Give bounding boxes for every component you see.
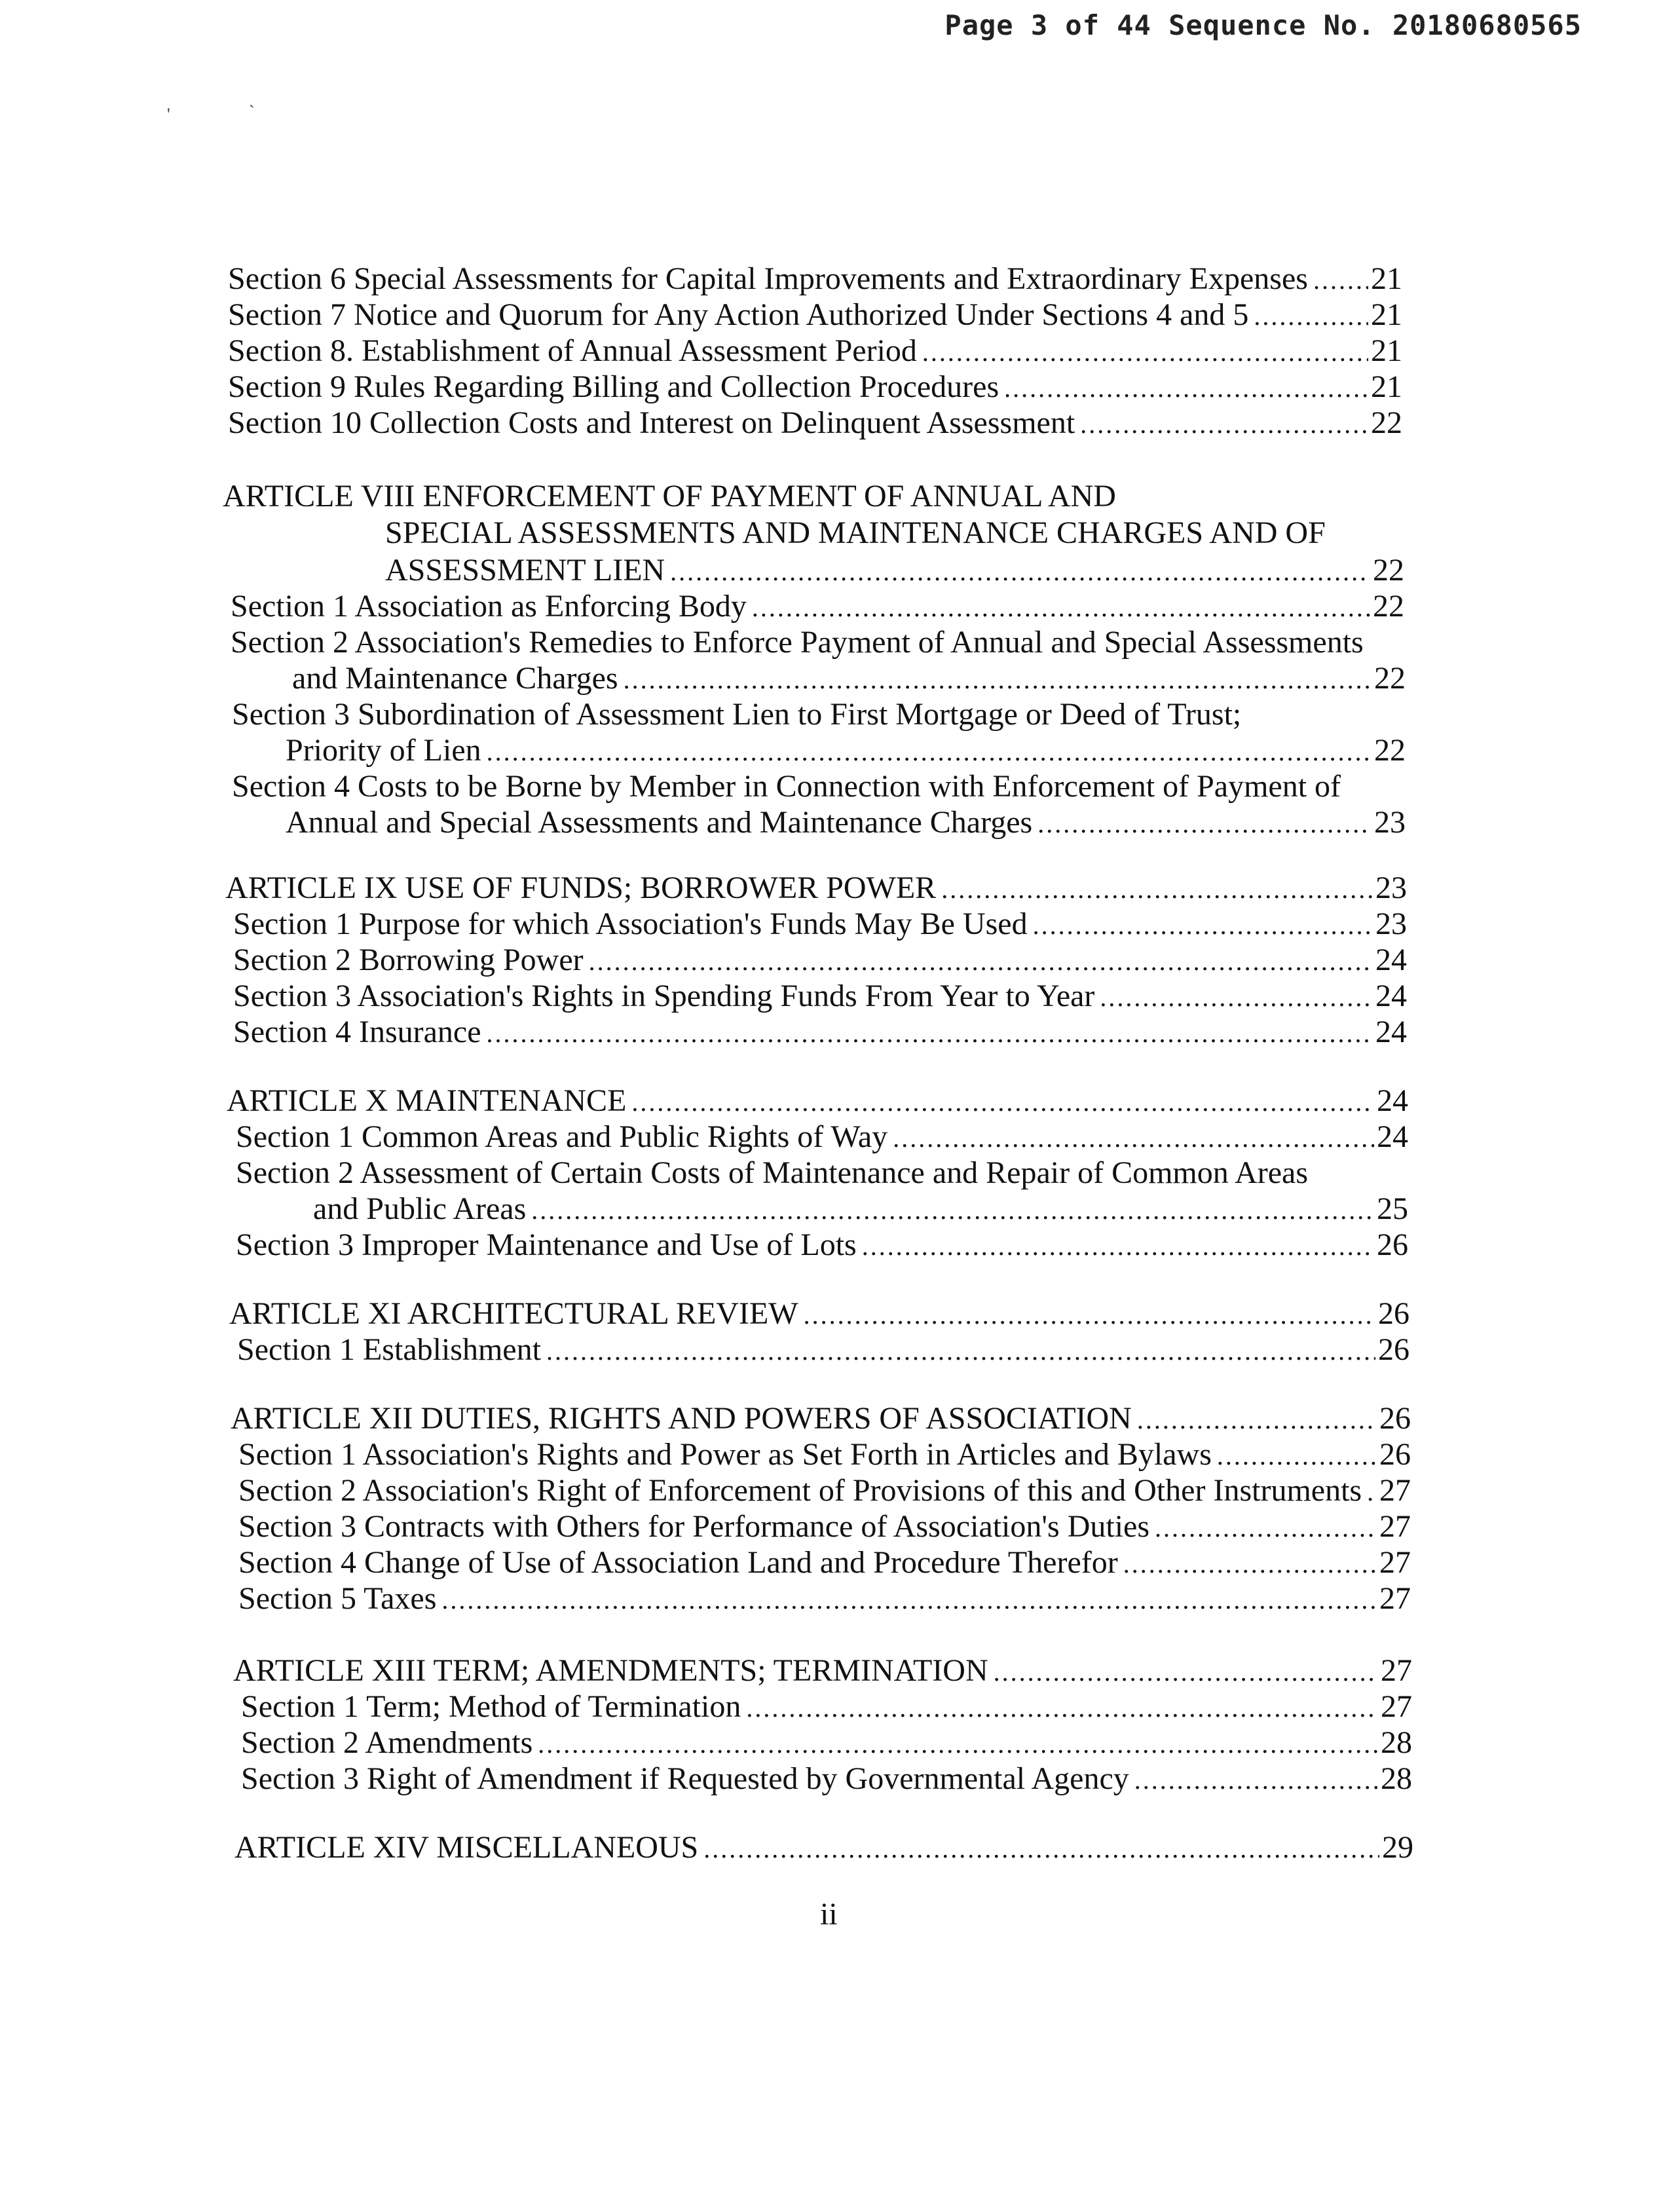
toc-page-number: 27 bbox=[1379, 1473, 1411, 1508]
toc-entry-title: Section 1 Purpose for which Association's Funds May Be Used bbox=[233, 907, 1028, 941]
toc-entry-title: ARTICLE X MAINTENANCE bbox=[227, 1083, 627, 1118]
dot-leader bbox=[624, 662, 1372, 698]
toc-entry-title: Priority of Lien bbox=[286, 733, 481, 768]
toc-entry-title: Section 2 Association's Remedies to Enforce Payment of Annual and Special Assessments bbox=[231, 625, 1364, 660]
toc-page-number: 29 bbox=[1382, 1830, 1413, 1865]
dot-leader bbox=[1004, 370, 1368, 407]
toc-entry-title: Section 2 Borrowing Power bbox=[233, 943, 584, 977]
toc-entry bbox=[286, 804, 1408, 841]
toc-page-number: 24 bbox=[1375, 943, 1407, 977]
toc-entry-title: Section 4 Change of Use of Association Land and Procedure Therefor bbox=[238, 1545, 1118, 1580]
dot-leader bbox=[631, 1084, 1374, 1121]
toc-entry bbox=[241, 1725, 1415, 1761]
toc-page-number: 26 bbox=[1377, 1227, 1408, 1262]
toc-entry bbox=[241, 1689, 1415, 1725]
toc-page-number: 24 bbox=[1375, 1015, 1407, 1049]
toc-entry-title: Section 2 Amendments bbox=[241, 1725, 533, 1760]
toc-entry bbox=[234, 1829, 1416, 1866]
toc-entry bbox=[228, 333, 1405, 369]
dot-leader bbox=[1123, 1546, 1377, 1582]
toc-page-number: 27 bbox=[1379, 1509, 1411, 1544]
dot-leader bbox=[1033, 907, 1373, 944]
toc-entry-title: Section 4 Costs to be Borne by Member in Connection with Enforcement of Payment of bbox=[232, 769, 1341, 804]
toc-entry bbox=[228, 261, 1405, 297]
dot-leader bbox=[1100, 979, 1373, 1016]
toc-entry bbox=[228, 405, 1405, 441]
dot-leader bbox=[703, 1831, 1379, 1867]
toc-entry-title: Section 2 Association's Right of Enforcement of Provisions of this and Other Instruments bbox=[238, 1473, 1362, 1508]
page-sequence-header: Page 3 of 44 Sequence No. 20180680565 bbox=[944, 9, 1582, 41]
toc-entry-title: ARTICLE IX USE OF FUNDS; BORROWER POWER bbox=[225, 870, 937, 905]
scan-speck: ' bbox=[167, 105, 170, 124]
toc-entry-title: Annual and Special Assessments and Maintenance Charges bbox=[286, 805, 1033, 840]
toc-entry-title: Section 1 Association's Rights and Power as Set Forth in Articles and Bylaws bbox=[238, 1437, 1212, 1472]
toc-page-number: 23 bbox=[1375, 907, 1407, 941]
toc-page-number: 24 bbox=[1377, 1083, 1408, 1118]
toc-page-number: 21 bbox=[1371, 261, 1402, 296]
dot-leader bbox=[1217, 1438, 1377, 1474]
dot-leader bbox=[893, 1120, 1374, 1157]
toc-entry bbox=[238, 1544, 1413, 1581]
toc-entry-title: Section 8. Establishment of Annual Assessment Period bbox=[228, 333, 917, 368]
toc-entry-title: ARTICLE XIII TERM; AMENDMENTS; TERMINATION bbox=[233, 1653, 988, 1688]
toc-page-number: 21 bbox=[1371, 369, 1402, 404]
toc-entry bbox=[241, 1761, 1415, 1797]
toc-entry-title: Section 1 Common Areas and Public Rights of Way bbox=[236, 1119, 888, 1154]
toc-entry bbox=[228, 297, 1405, 333]
dot-leader bbox=[922, 334, 1368, 371]
toc-entry bbox=[236, 1227, 1411, 1263]
toc-entry bbox=[233, 942, 1409, 979]
toc-entry-title: Section 2 Assessment of Certain Costs of Maintenance and Repair of Common Areas bbox=[236, 1155, 1309, 1190]
toc-entry-title: Section 6 Special Assessments for Capital Improvements and Extraordinary Expenses bbox=[228, 261, 1308, 296]
dot-leader bbox=[746, 1690, 1378, 1727]
toc-page-number: 23 bbox=[1374, 805, 1406, 840]
toc-entry bbox=[225, 870, 1409, 907]
toc-entry bbox=[238, 1508, 1413, 1545]
article-heading: ARTICLE VIII ENFORCEMENT OF PAYMENT OF ANNUAL AND bbox=[223, 479, 1116, 514]
toc-entry bbox=[385, 552, 1407, 589]
dot-leader bbox=[1080, 406, 1368, 443]
toc-entry bbox=[313, 1191, 1411, 1227]
toc-page-number: 28 bbox=[1381, 1725, 1412, 1760]
toc-page-number: 24 bbox=[1375, 979, 1407, 1013]
toc-entry-title: Section 9 Rules Regarding Billing and Collection Procedures bbox=[228, 369, 999, 404]
toc-page-number: 22 bbox=[1371, 405, 1402, 440]
toc-page-number: 27 bbox=[1379, 1581, 1411, 1616]
toc-page-number: 22 bbox=[1374, 661, 1406, 696]
dot-leader bbox=[670, 553, 1370, 590]
toc-entry bbox=[238, 1581, 1413, 1617]
toc-entry bbox=[231, 1400, 1413, 1437]
dot-leader bbox=[804, 1297, 1375, 1334]
toc-entry-title: ASSESSMENT LIEN bbox=[385, 553, 665, 588]
scan-speck: ` bbox=[249, 102, 255, 121]
toc-entry bbox=[233, 906, 1409, 943]
toc-page-number: 22 bbox=[1373, 589, 1404, 624]
dot-leader bbox=[531, 1192, 1374, 1229]
toc-entry bbox=[233, 1653, 1415, 1689]
dot-leader bbox=[1037, 806, 1372, 842]
dot-leader bbox=[546, 1333, 1375, 1370]
toc-entry-title: Section 3 Association's Rights in Spending Funds From Year to Year bbox=[233, 979, 1095, 1013]
toc-entry bbox=[237, 1332, 1412, 1368]
toc-page-number: 26 bbox=[1378, 1332, 1409, 1367]
toc-entry-title: Section 1 Establishment bbox=[237, 1332, 541, 1367]
article-heading-continued: SPECIAL ASSESSMENTS AND MAINTENANCE CHARGES AND OF bbox=[385, 515, 1326, 550]
dot-leader bbox=[941, 871, 1373, 908]
toc-page-number: 26 bbox=[1379, 1437, 1411, 1472]
toc-entry bbox=[286, 732, 1408, 769]
footer-page-number: ii bbox=[820, 1897, 838, 1932]
toc-entry-title: Section 5 Taxes bbox=[238, 1581, 437, 1616]
toc-entry bbox=[227, 1083, 1411, 1119]
dot-leader bbox=[487, 734, 1372, 770]
dot-leader bbox=[862, 1228, 1374, 1265]
toc-page-number: 27 bbox=[1381, 1653, 1412, 1688]
toc-entry-title: Section 3 Right of Amendment if Requested by Governmental Agency bbox=[241, 1761, 1129, 1796]
toc-entry-title: Section 4 Insurance bbox=[233, 1015, 481, 1049]
toc-entry-title: Section 3 Contracts with Others for Performance of Association's Duties bbox=[238, 1509, 1150, 1544]
toc-entry-title: ARTICLE XII DUTIES, RIGHTS AND POWERS OF ASSOCIATION bbox=[231, 1401, 1132, 1436]
dot-leader bbox=[752, 589, 1370, 626]
dot-leader bbox=[1367, 1474, 1377, 1510]
toc-page-number: 26 bbox=[1379, 1401, 1411, 1436]
toc-entry bbox=[238, 1436, 1413, 1473]
toc-page-number: 27 bbox=[1379, 1545, 1411, 1580]
dot-leader bbox=[538, 1726, 1378, 1763]
toc-page-number: 22 bbox=[1373, 553, 1404, 588]
dot-leader bbox=[994, 1654, 1378, 1691]
toc-page-number: 28 bbox=[1381, 1761, 1412, 1796]
dot-leader bbox=[1254, 298, 1368, 335]
toc-entry-title: Section 7 Notice and Quorum for Any Action Authorized Under Sections 4 and 5 bbox=[228, 297, 1249, 332]
toc-entry bbox=[233, 978, 1409, 1015]
toc-page-number: 21 bbox=[1371, 297, 1402, 332]
toc-page-number: 21 bbox=[1371, 333, 1402, 368]
toc-entry-title: and Public Areas bbox=[313, 1191, 527, 1226]
dot-leader bbox=[1313, 262, 1368, 299]
toc-entry-title: and Maintenance Charges bbox=[292, 661, 618, 696]
toc-entry-title: Section 3 Subordination of Assessment Lien to First Mortgage or Deed of Trust; bbox=[232, 697, 1242, 732]
toc-page-number: 26 bbox=[1378, 1296, 1409, 1331]
toc-entry-title: Section 1 Term; Method of Termination bbox=[241, 1689, 741, 1724]
dot-leader bbox=[1134, 1762, 1378, 1799]
toc-entry bbox=[236, 1119, 1411, 1155]
dot-leader bbox=[1137, 1402, 1377, 1438]
dot-leader bbox=[441, 1582, 1377, 1618]
toc-entry-title: ARTICLE XI ARCHITECTURAL REVIEW bbox=[229, 1296, 798, 1331]
toc-entry bbox=[228, 369, 1405, 405]
toc-entry-title: ARTICLE XIV MISCELLANEOUS bbox=[234, 1830, 699, 1865]
toc-entry-title: Section 3 Improper Maintenance and Use of Lots bbox=[236, 1227, 857, 1262]
toc-entry bbox=[233, 1014, 1409, 1051]
toc-page-number: 25 bbox=[1377, 1191, 1408, 1226]
toc-page-number: 23 bbox=[1375, 870, 1407, 905]
dot-leader bbox=[589, 943, 1373, 980]
toc-entry bbox=[231, 588, 1407, 625]
toc-page-number: 24 bbox=[1377, 1119, 1408, 1154]
toc-entry bbox=[238, 1472, 1413, 1509]
dot-leader bbox=[1155, 1510, 1377, 1546]
toc-page-number: 22 bbox=[1374, 733, 1406, 768]
toc-entry bbox=[292, 660, 1408, 697]
dot-leader bbox=[487, 1015, 1373, 1052]
toc-page-number: 27 bbox=[1381, 1689, 1412, 1724]
toc-entry bbox=[229, 1296, 1412, 1332]
toc-entry-title: Section 1 Association as Enforcing Body bbox=[231, 589, 747, 624]
toc-entry-title: Section 10 Collection Costs and Interest on Delinquent Assessment bbox=[228, 405, 1075, 440]
